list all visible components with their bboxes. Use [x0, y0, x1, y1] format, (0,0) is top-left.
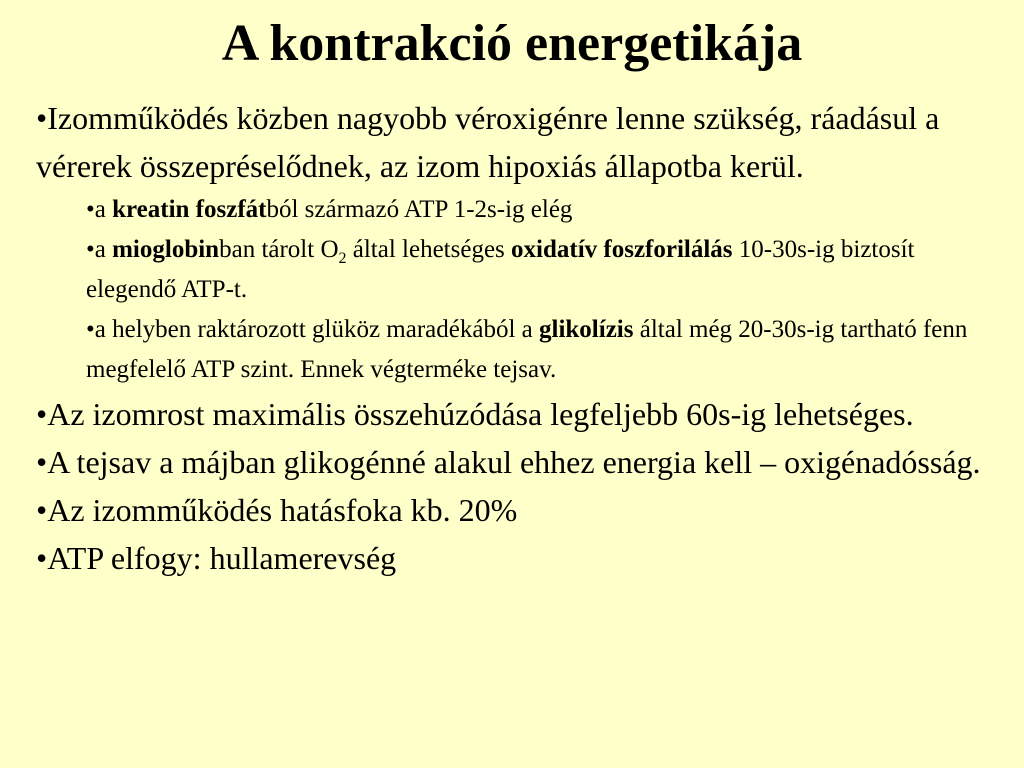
- subscript: 2: [338, 250, 347, 267]
- text: •a: [86, 196, 113, 223]
- bullet-efficiency: •Az izomműködés hatásfoka kb. 20%: [36, 492, 518, 528]
- text: által lehetséges: [346, 236, 512, 263]
- subbullet-myoglobin: [86, 230, 986, 310]
- subbullet-creatine-phosphate: [86, 190, 986, 230]
- text: 10-30s-ig biztosít elegendő ATP-t.: [86, 236, 915, 303]
- bold-term: oxidatív foszforilálás: [511, 236, 733, 263]
- text: ból származó ATP 1-2s-ig elég: [266, 196, 573, 223]
- bold-term: mioglobin: [112, 236, 220, 263]
- bold-term: glikolízis: [539, 316, 634, 343]
- slide-title: A kontrakció energetikája: [221, 15, 803, 72]
- slide-body: [36, 94, 1006, 582]
- bullet-rigor-mortis: •ATP elfogy: hullamerevség: [36, 540, 397, 576]
- bold-term: kreatin foszfát: [112, 196, 267, 223]
- text: ban tárolt O: [219, 236, 339, 263]
- bullet-max-contraction: •Az izomrost maximális összehúzódása legfeljebb 60s-ig lehetséges.: [36, 396, 914, 432]
- subbullet-glycolysis: [86, 310, 986, 390]
- bullet-lactic-acid: •A tejsav a májban glikogénné alakul ehhez energia kell – oxigénadósság.: [36, 444, 981, 480]
- text: •a helyben raktározott glüköz maradékából a: [86, 316, 540, 343]
- text: által még 20-30s-ig tartható fenn megfelelő ATP szint. Ennek végterméke tejsav.: [86, 316, 968, 383]
- bullet-hypoxia: •Izomműködés közben nagyobb véroxigénre lenne szükség, ráadásul a vérerek összepréselődnek, az izom hipoxiás állapotba kerül.: [36, 100, 940, 184]
- text: •a: [86, 236, 113, 263]
